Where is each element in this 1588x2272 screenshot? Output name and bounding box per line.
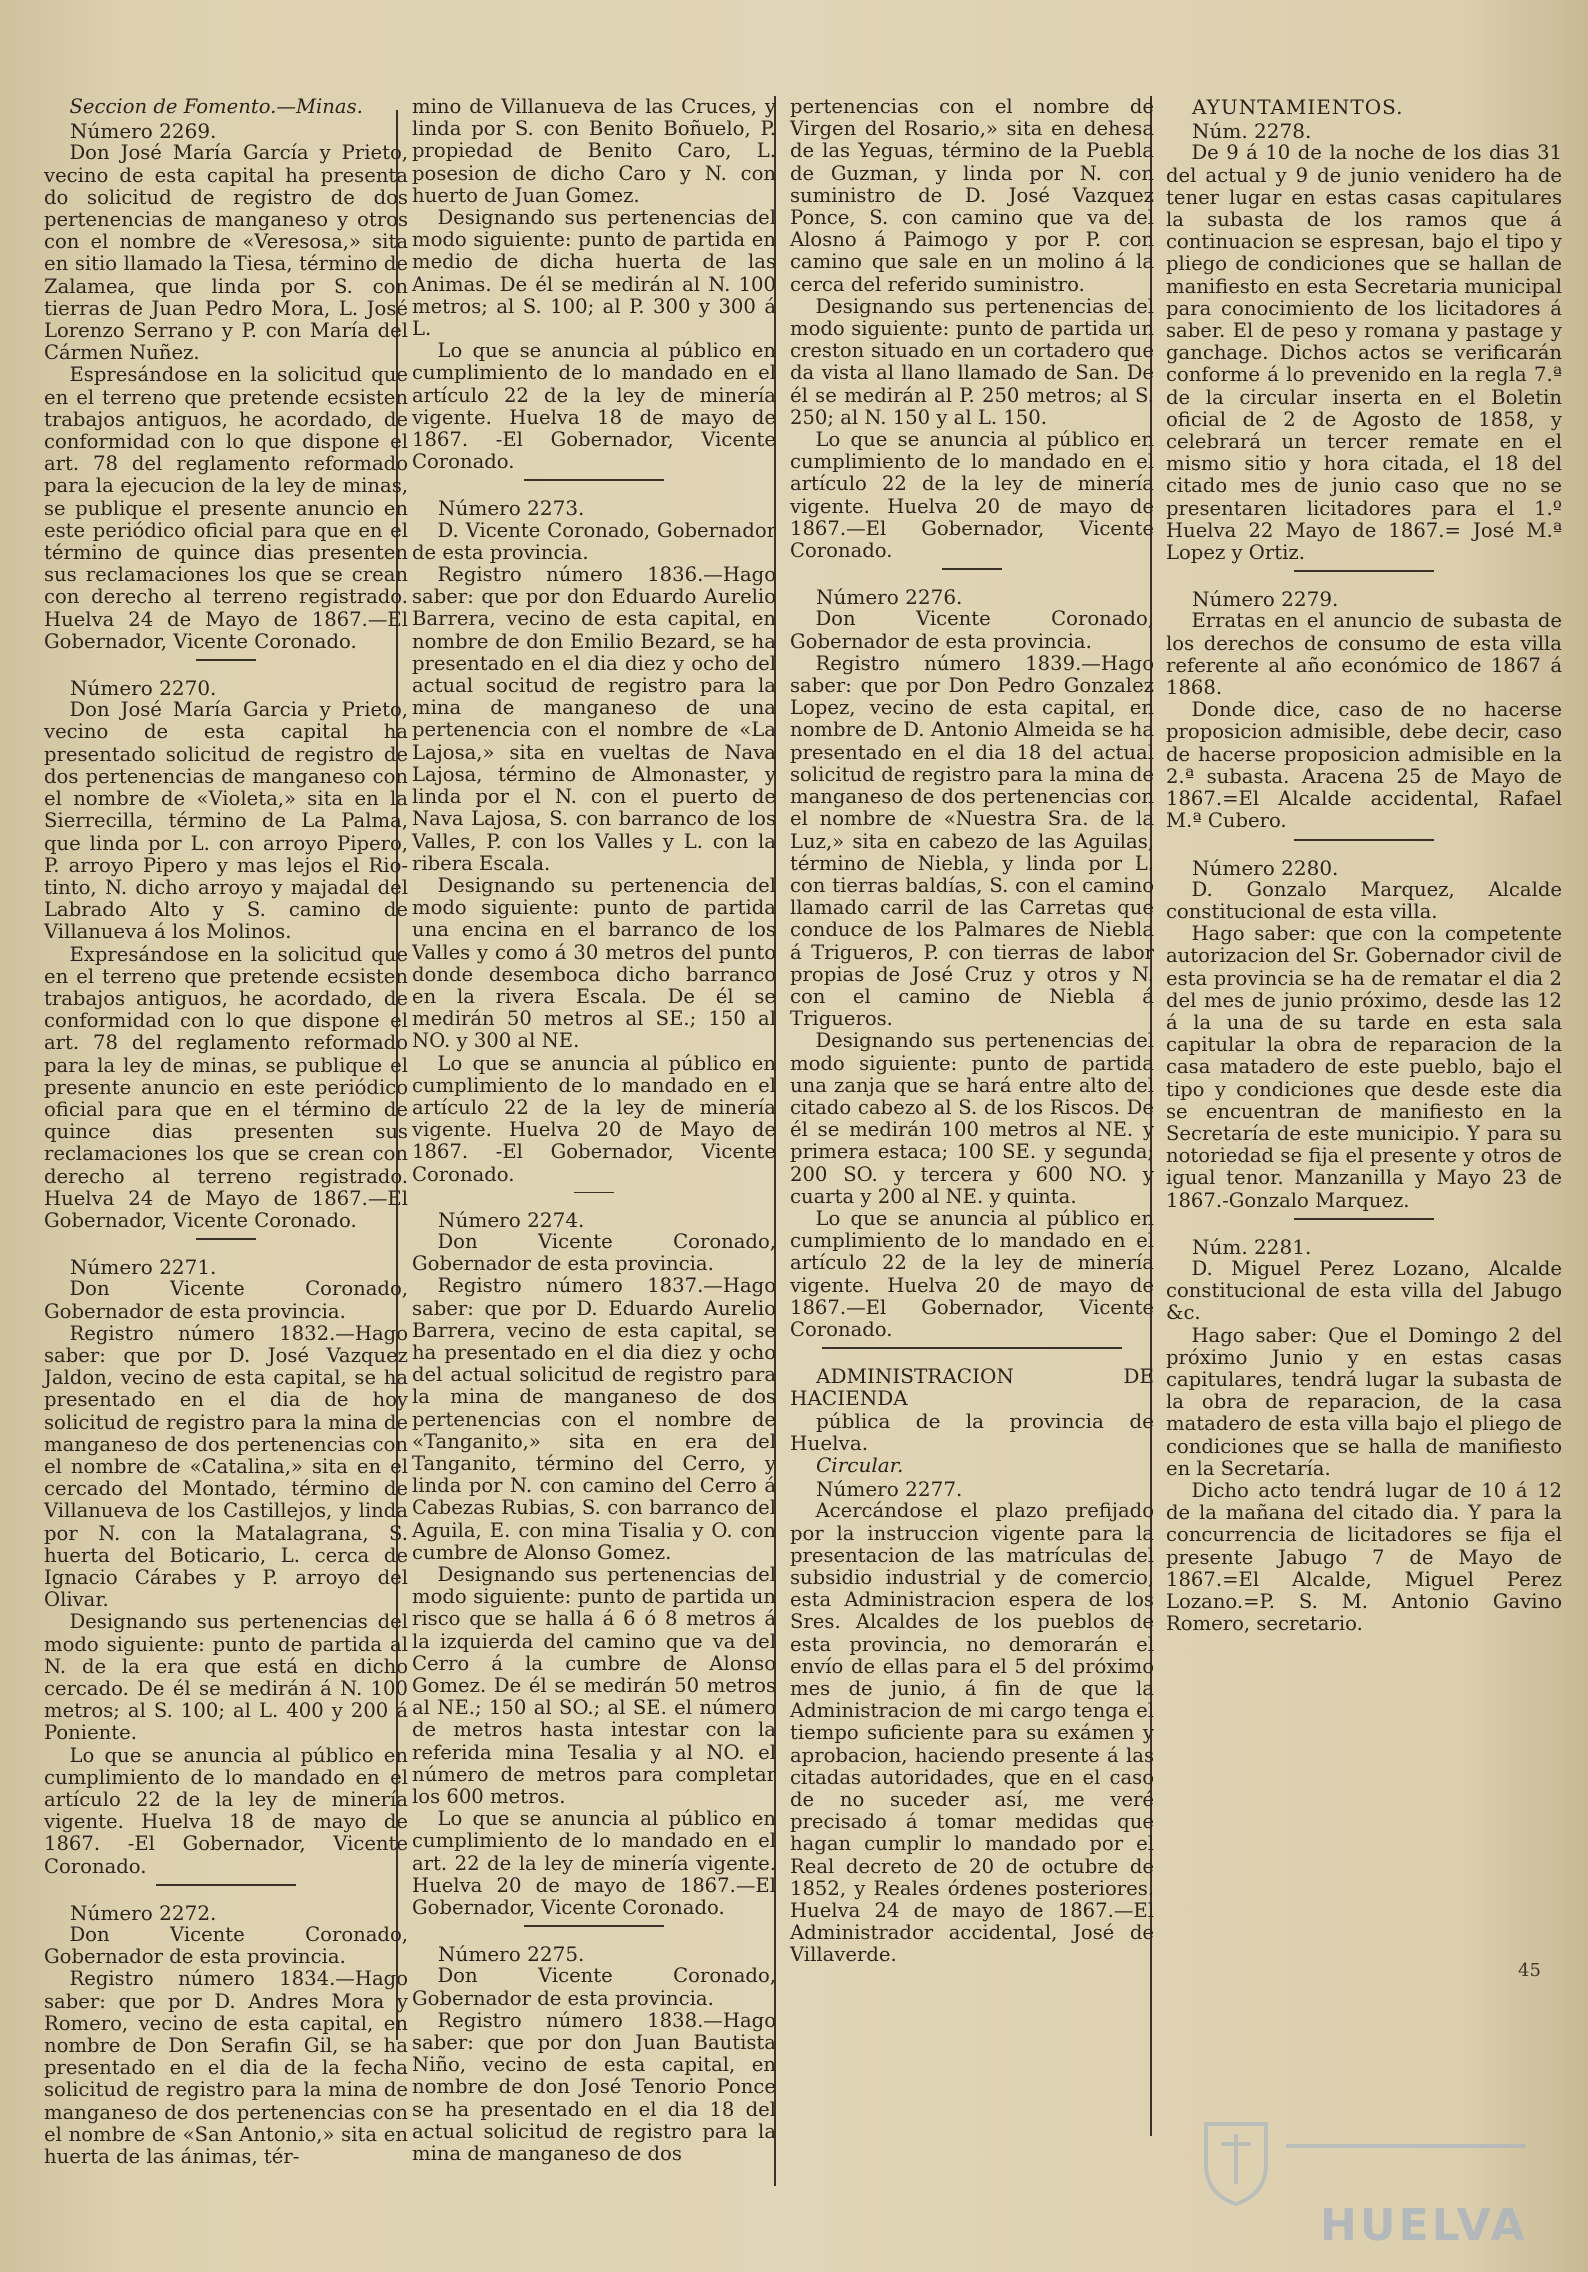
notice-paragraph: Lo que se anuncia al público en cumplimiento de lo mandado en el artículo 22 de la ley de minería vigente. Huelva 20 de mayo de 1867.—El Gobernador, Vicente Coronado. [790,428,1154,563]
column-2 [412,96,776,2165]
notice-paragraph: Designando sus pertenencias del modo siguiente: punto de partida al N. de la era que está en dicho cercado. De él se medirán á N. 100 metros; al S. 100; al L. 400 y 200 á Poniente. [44,1610,408,1745]
notice-heading: Don Vicente Coronado, Gobernador de esta provincia. [790,607,1154,653]
notice-paragraph: pertenencias con el nombre de Virgen del Rosario,» sita en dehesa de las Yeguas, término de la Puebla de Guzman, y linda por N. con suministro de D. José Vazquez Ponce, S. con camino que va del Alosno á Paimogo y por P. con camino que sale en un molino á la cerca del referido suministro. [790,95,1154,296]
column-3 [790,96,1154,1967]
notice-number: Número 2276. [816,585,963,610]
notice-heading: Don Vicente Coronado, Gobernador de esta provincia. [412,1229,776,1276]
notice-paragraph: Expresándose en la solicitud que en el terreno que pretende ecsisten trabajos antiguos, he acordado, de conformidad con lo que dispone el art. 78 del reglamento reformado para la ley de minas, se publique el presente anuncio en este periódico oficial para que en el término de quince dias presenten sus reclamaciones los que se crean con derecho al terreno registrado. Huelva 24 de Mayo de 1867.—El Gobernador, Vicente Coronado. [44,942,408,1232]
separator [524,479,664,493]
watermark-text: HUELVA [1320,2200,1528,2251]
notice-paragraph: Hago saber: que con la competente autorizacion del Sr. Gobernador civil de esta provincia se ha de rematar el dia 2 del mes de junio próximo, desde las 12 á la una de su tarde en esta sala capitular la obra de reparacion de la casa matadero de este pueblo, bajo el tipo y condiciones que desde este dia se encuentran de manifiesto en la Secretaría de este municipio. Y para su notoriedad se fija el presente y otros de igual tenor. Manzanilla y Mayo 23 de 1867.-Gonzalo Marquez. [1166,922,1562,1212]
notice-number: Número 2272. [70,1900,217,1925]
notice-number: Número 2274. [438,1207,585,1232]
notice-paragraph: Registro número 1838.—Hago saber: que por don Juan Bautista Niño, vecino de esta capital, en nombre de don José Tenorio Ponce se ha presentado en el dia 18 del actual solicitud de registro para la mina de manganeso de dos [412,2008,776,2166]
notice-paragraph: Dicho acto tendrá lugar de 10 á 12 de la mañana del citado dia. Y para la concurrencia de licitadores se fija el presente Jabugo 7 de Mayo de 1867.=El Alcalde, Miguel Perez Lozano.=P. S. M. Antonio Gavino Romero, secretario. [1166,1478,1562,1636]
section-heading: AYUNTAMIENTOS. [1192,95,1404,119]
notice-paragraph: Espresándose en la solicitud que en el terreno que pretende ecsisten trabajos antiguos, he acordado, de conformidad con lo que dispone el art. 78 del reglamento reformado para la ejecucion de la ley de minas, se publique el presente anuncio en este periódico oficial para que en el término de quince dias presenten sus reclamaciones los que se crean con derecho al terreno registrado. Huelva 24 de Mayo de 1867.—El Gobernador, Vicente Coronado. [44,363,408,653]
notice-heading: Don Vicente Coronado, Gobernador de esta provincia. [412,1964,776,2010]
notice-number: Número 2271. [70,1255,217,1280]
notice-paragraph: Registro número 1832.—Hago saber: que por D. José Vazquez Jaldon, vecino de esta capital, se ha presentado en el dia de hoy solicitud de registro para la mina de manganeso de dos pertenencias con el nombre de «Catalina,» sita en el cercado del Montado, término de Villanueva de los Castillejos, y linda por N. con la Matalagrana, S. huerta del Boticario, L. cerca de Ignacio Cárabes y P. arroyo del Olivar. [44,1321,408,1612]
notice-heading: D. Gonzalo Marquez, Alcalde constitucional de esta villa. [1166,877,1562,923]
notice-heading: D. Miguel Perez Lozano, Alcalde constitucional de esta villa del Jabugo &c. [1166,1256,1562,1325]
admin-subheading: pública de la provincia de Huelva. [790,1408,1154,1455]
separator [1294,1218,1434,1232]
notice-paragraph: Don José María Garcia y Prieto, vecino de esta capital ha presentado solicitud de registro de dos pertenencias de manganeso con el nombre de «Violeta,» sita en la Sierrecilla, término de La Palma, que linda por L. con arroyo Pipero, P. arroyo Pipero y mas lejos el Rio-tinto, N. dicho arroyo y majadal del Labrado Alto y S. camino de Villanueva á los Molinos. [44,698,408,944]
notice-paragraph: Designando sus pertenencias del modo siguiente: punto de partida un risco que se halla á 6 ó 8 metros á la izquierda del camino que va del Cerro á la cumbre de Alonso Gomez. De él se medirán 50 metros al NE.; 150 al SO.; al SE. el número de metros hasta intestar con la referida mina Tesalia y al NO. el número de metros para completar los 600 metros. [412,1563,776,1809]
separator [1294,570,1434,584]
separator [196,1238,256,1252]
separator [156,1884,296,1898]
page-mark: 45 [1518,1960,1541,1981]
admin-heading: ADMINISTRACION DE HACIENDA [790,1364,1154,1411]
notice-paragraph: Lo que se anuncia al público en cumplimiento de lo mandado en el artículo 22 de la ley de minería vigente. Huelva 20 de Mayo de 1867. -El Gobernador, Vicente Coronado. [412,1051,776,1186]
separator [196,659,256,673]
separator [822,1347,1122,1361]
separator [524,1925,664,1939]
notice-heading: D. Vicente Coronado, Gobernador de esta provincia. [412,518,776,564]
notice-paragraph: Registro número 1839.—Hago saber: que por Don Pedro Gonzalez Lopez, vecino de esta capital, en nombre de D. Antonio Almeida se ha presentado en el dia 18 del actual solicitud de registro para la mina de manganeso de dos pertenencias con el nombre de «Nuestra Sra. de la Luz,» sita en cabezo de las Aguilas, término de Niebla, y linda por L. con tierras baldías, S. con el camino llamado carril de las Carretas que conduce de los Palmares de Niebla á Trigueros, P. con tierras de labor propias de José Cruz y otros y N. con el camino de Niebla á Trigueros. [790,651,1154,1031]
notice-paragraph: Lo que se anuncia al público en cumplimiento de lo mandado en el artículo 22 de la ley de minería vigente. Huelva 20 de mayo de 1867.—El Gobernador, Vicente Coronado. [790,1206,1154,1341]
separator [1294,839,1434,853]
notice-paragraph: Designando sus pertenencias del modo siguiente: punto de partida una zanja que se hará entre alto del citado cabezo al S. de los Riscos. De él se medirán 100 metros al NE. y primera estaca; 100 SE. y segunda; 200 SO. y tercera y 600 NO. y cuarta y 200 al NE. y quinta. [790,1029,1154,1208]
notice-paragraph: Don José María García y Prieto, vecino de esta capital ha presenta do solicitud de registro de dos pertenencias de manganeso y otros con el nombre de «Veresosa,» sita en sitio llamado la Tiesa, término de Zalamea, que linda por S. con tierras de Juan Pedro Mora, L. José Lorenzo Serrano y P. con María del Cármen Nuñez. [44,141,408,365]
notice-paragraph: Erratas en el anuncio de subasta de los derechos de consumo de esta villa referente al año económico de 1867 á 1868. [1166,609,1562,700]
circular-label: Circular. [816,1452,904,1477]
notice-number: Número 2269. [70,119,217,144]
notice-number: Núm. 2278. [1192,119,1312,144]
separator [574,1192,614,1205]
notice-paragraph: Donde dice, caso de no hacerse proposicion admisible, debe decir, caso de hacerse proposicion admisible en la 2.ª subasta. Aracena 25 de Mayo de 1867.=El Alcalde accidental, Rafael M.ª Cubero. [1166,698,1562,833]
notice-paragraph: Lo que se anuncia al público en cumplimiento de lo mandado en el artículo 22 de la ley de minería vigente. Huelva 18 de mayo de 1867. -El Gobernador, Vicente Coronado. [412,339,776,474]
section-heading: Seccion de Fomento.—Minas. [69,95,363,118]
notice-number: Número 2270. [70,676,217,701]
notice-number: Número 2279. [1192,587,1339,612]
column-4 [1166,96,1562,1635]
notice-number: Núm. 2281. [1192,1234,1312,1259]
notice-number: Número 2280. [1192,855,1339,880]
notice-number: Número 2275. [438,1942,585,1967]
column-1 [44,96,408,2168]
notice-paragraph: Designando sus pertenencias del modo siguiente: punto de partida en medio de dicha huerta de las Animas. De él se medirán al N. 100 metros; al S. 100; al P. 300 y 300 á L. [412,206,776,341]
notice-number: Número 2273. [438,496,585,521]
notice-number: Número 2277. [816,1477,963,1502]
separator [942,568,1002,582]
notice-paragraph: Registro número 1836.—Hago saber: que por don Eduardo Aurelio Barrera, vecino de esta capital, en nombre de don Emilio Bezard, se ha presentado en el dia diez y ocho del actual socitud de registro para la mina de manganeso de una pertenencia con el nombre de «La Lajosa,» sita en vueltas de Nava Lajosa, término de Almonaster, y linda por el N. con el puerto de Nava Lajosa, S. con barranco de los Valles, P. con los Valles y L. con la ribera Escala. [412,563,776,875]
notice-paragraph: De 9 á 10 de la noche de los dias 31 del actual y 9 de junio venidero ha de tener lugar en estas casas capitulares la subasta de los ramos que á continuacion se espresan, bajo el tipo y pliego de condiciones que se hallan de manifiesto en esta Secretaria municipal para conocimiento de los licitadores á saber. El de peso y romana y pastage y ganchage. Dichos actos se verificarán conforme á lo prevenido en la regla 7.ª de la circular inserta en el Boletin oficial de 2 de Agosto de 1858, y celebrará un tercer remate en el mismo sitio y hora citada, el 18 del citado mes de junio caso que no se presentaren licitadores para el 1.º Huelva 22 Mayo de 1867.= José M.ª Lopez y Ortiz. [1166,141,1562,565]
notice-paragraph: Designando su pertenencia del modo siguiente: punto de partida una encina en el barranco de los Valles y como á 30 metros del punto donde desemboca dicho barranco en la rivera Escala. De él se medirán 50 metros al SE.; 150 al NO. y 300 al NE. [412,873,776,1053]
notice-paragraph: mino de Villanueva de las Cruces, y linda por S. con Benito Boñuelo, P. propiedad de Benito Caro, L. posesion de dicho Caro y N. con huerto de Juan Gomez. [412,95,776,207]
notice-paragraph: Lo que se anuncia al público en cumplimiento de lo mandado en el art. 22 de la ley de minería vigente. Huelva 20 de mayo de 1867.—El Gobernador, Vicente Coronado. [412,1807,776,1920]
notice-heading: Don Vicente Coronado, Gobernador de esta provincia. [44,1277,408,1323]
notice-paragraph: Registro número 1837.—Hago saber: que por D. Eduardo Aurelio Barrera, vecino de esta capital, se ha presentado en el dia diez y ocho del actual solicitud de registro para la mina de manganeso de dos pertenencias con el nombre de «Tanganito,» sita en era del Tanganito, término del Cerro, y linda por N. con camino del Cerro á Cabezas Rubias, S. con barranco del Aguila, E. con mina Tisalia y O. con cumbre de Alonso Gomez. [412,1274,776,1564]
notice-paragraph: Hago saber: Que el Domingo 2 del próximo Junio y en estas casas capitulares, tendrá lugar la subasta de la obra de reparacion, de la casa matadero de esta villa bajo el pliego de condiciones que se halla de manifiesto en la Secretaría. [1166,1323,1562,1480]
notice-paragraph: Registro número 1834.—Hago saber: que por D. Andres Mora y Romero, vecino de esta capital, en nombre de Don Serafin Gil, se ha presentado en el dia de la fecha solicitud de registro para la mina de manganeso de dos pertenencias con el nombre de «San Antonio,» sita en huerta de las ánimas, tér- [44,1967,408,2169]
notice-heading: Don Vicente Coronado, Gobernador de esta provincia. [44,1923,408,1969]
notice-paragraph: Lo que se anuncia al público en cumplimiento de lo mandado en el artículo 22 de la ley de minería vigente. Huelva 18 de mayo de 1867. -El Gobernador, Vicente Coronado. [44,1743,408,1878]
notice-paragraph: Acercándose el plazo prefijado por la instruccion vigente para la presentacion de las matrículas del subsidio industrial y de comercio, esta Administracion espera de los Sres. Alcaldes de los pueblos de esta provincia, no demorarán el envío de ellas para el 5 del próximo mes de junio, á fin de que la Administracion de mi cargo tenga el tiempo suficiente para su exámen y aprobacion, haciendo presente á las citadas autoridades, que en el caso de no suceder así, me veré precisado á tomar medidas que hagan cumplir lo mandado por el Real decreto de 20 de octubre de 1852, y Reales órdenes posteriores. Huelva 24 de mayo de 1867.—El Administrador accidental, José de Villaverde. [790,1499,1154,1967]
notice-paragraph: Designando sus pertenencias del modo siguiente: punto de partida un creston situado en un cortadero que da vista al llano llamado de San. De él se medirán al P. 250 metros; al S. 250; al N. 150 y al L. 150. [790,294,1154,429]
